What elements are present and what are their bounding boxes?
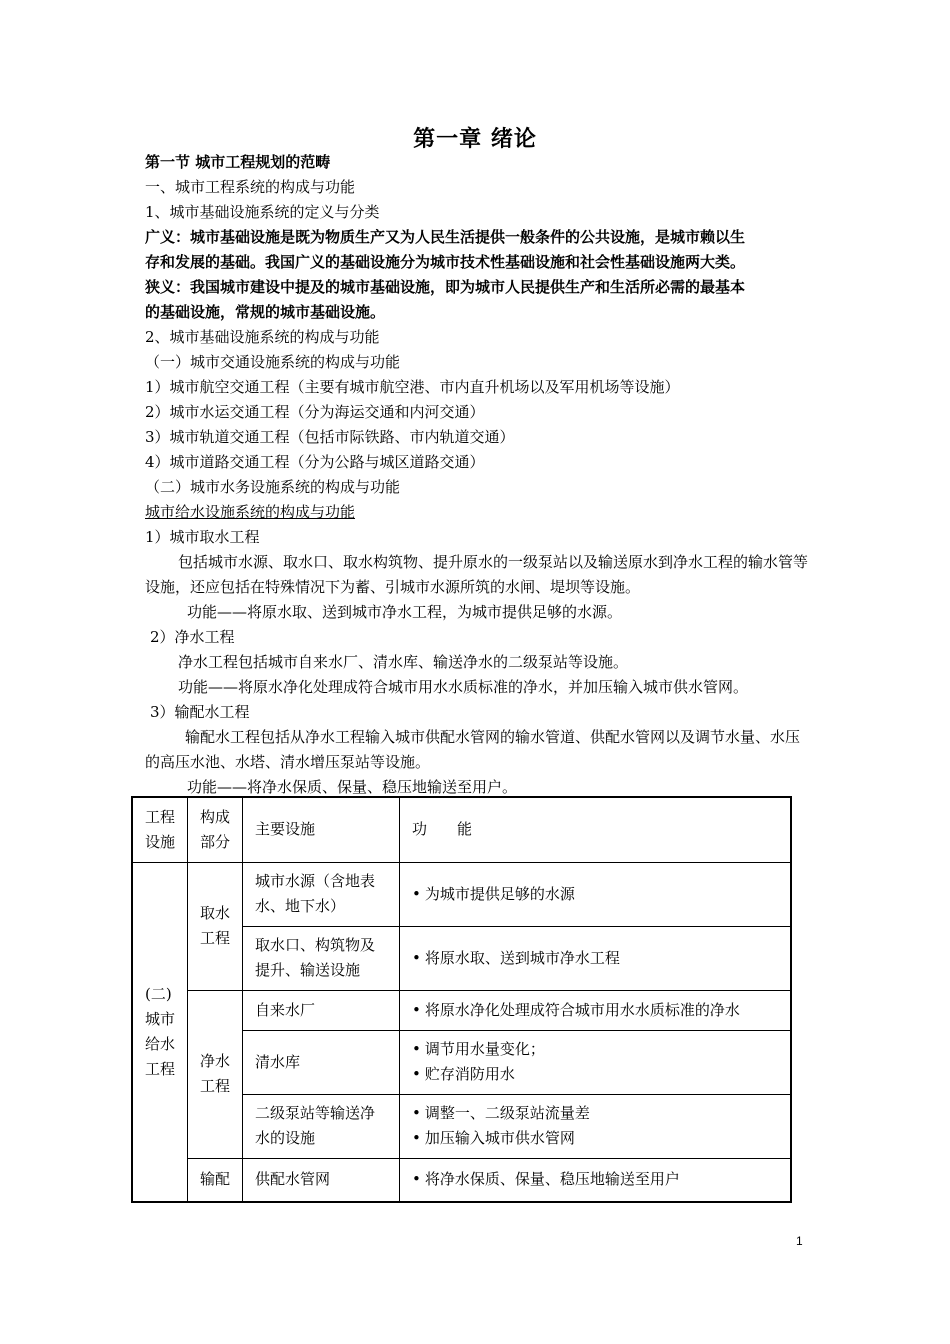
function-item: • 调节用水量变化；: [412, 1037, 778, 1062]
function-item: • 将净水保质、保量、稳压地输送至用户: [412, 1167, 778, 1192]
transport-item-3: 3）城市轨道交通工程（包括市际铁路、市内轨道交通）: [145, 428, 515, 446]
part-distribute: 输配: [188, 1158, 243, 1202]
facility-cell: 供配水管网: [243, 1158, 400, 1202]
water-item-1-title: 1）城市取水工程: [145, 528, 260, 546]
function-cell: [400, 926, 792, 990]
section-heading: 第一节 城市工程规划的范畴: [145, 153, 331, 171]
water-item-1-function: 功能——将原水取、送到城市净水工程，为城市提供足够的水源。: [187, 603, 623, 621]
facility-cell: 二级泵站等输送净水的设施: [243, 1094, 400, 1158]
page-number: 1: [796, 1234, 803, 1248]
heading-4: （一）城市交通设施系统的构成与功能: [145, 353, 401, 371]
function-item: • 调整一、二级泵站流量差: [412, 1101, 778, 1126]
function-item: • 加压输入城市供水管网: [412, 1126, 778, 1151]
heading-3: 2、城市基础设施系统的构成与功能: [145, 328, 380, 346]
chapter-title: 第一章 绪论: [413, 126, 537, 152]
function-cell: [400, 862, 792, 926]
function-item: • 贮存消防用水: [412, 1062, 778, 1087]
part-purify: 净水工程: [188, 990, 243, 1158]
header-facility: 主要设施: [243, 797, 400, 862]
facility-cell: 自来水厂: [243, 990, 400, 1030]
heading-2: 1、城市基础设施系统的定义与分类: [145, 203, 380, 221]
function-item: • 将原水取、送到城市净水工程: [412, 946, 778, 971]
header-engineering: 工程设施: [132, 797, 188, 862]
facility-cell: 清水库: [243, 1030, 400, 1094]
facility-cell: 取水口、构筑物及提升、输送设施: [243, 926, 400, 990]
function-item: • 为城市提供足够的水源: [412, 882, 778, 907]
part-intake: 取水工程: [188, 862, 243, 990]
function-cell: [400, 1158, 792, 1202]
function-item: • 将原水净化处理成符合城市用水水质标准的净水: [412, 998, 778, 1023]
water-item-2-function: 功能——将原水净化处理成符合城市用水水质标准的净水，并加压输入城市供水管网。: [178, 678, 749, 696]
transport-item-1: 1）城市航空交通工程（主要有城市航空港、市内直升机场以及军用机场等设施）: [145, 378, 680, 396]
narrow-definition-line-2: 的基础设施，常规的城市基础设施。: [145, 303, 386, 321]
water-item-3-body: 输配水工程包括从净水工程输入城市供配水管网的输水管道、供配水管网以及调节水量、水压的高压水池、水塔、清水增压泵站等设施。: [145, 728, 801, 771]
water-item-2-title: 2）净水工程: [150, 628, 235, 646]
function-cell: [400, 990, 792, 1030]
water-item-3-title: 3）输配水工程: [150, 703, 250, 721]
heading-6: 城市给水设施系统的构成与功能: [145, 503, 356, 521]
water-item-1-body: 包括城市水源、取水口、取水构筑物、提升原水的一级泵站以及输送原水到净水工程的输水管等设施，还应包括在特殊情况下为蓄、引城市水源所筑的水闸、堤坝等设施。: [145, 553, 809, 596]
broad-definition-line-2: 存和发展的基础。我国广义的基础设施分为城市技术性基础设施和社会性基础设施两大类。: [145, 253, 746, 271]
narrow-definition-line-1: 狭义：我国城市建设中提及的城市基础设施，即为城市人民提供生产和生活所必需的最基本: [145, 278, 746, 296]
heading-5: （二）城市水务设施系统的构成与功能: [145, 478, 401, 496]
water-item-3-function: 功能——将净水保质、保量、稳压地输送至用户。: [187, 778, 518, 796]
heading-1: 一、城市工程系统的构成与功能: [145, 178, 356, 196]
header-component: 构成部分: [188, 797, 243, 862]
transport-item-2: 2）城市水运交通工程（分为海运交通和内河交通）: [145, 403, 485, 421]
broad-definition-line-1: 广义：城市基础设施是既为物质生产又为人民生活提供一般条件的公共设施，是城市赖以生: [145, 228, 746, 246]
header-function: 功 能: [400, 797, 792, 862]
facility-cell: 城市水源（含地表水、地下水）: [243, 862, 400, 926]
group-cell: (二)城市给水工程: [132, 862, 188, 1202]
function-cell: [400, 1030, 792, 1094]
water-item-2-body: 净水工程包括城市自来水厂、清水库、输送净水的二级泵站等设施。: [178, 653, 629, 671]
function-cell: [400, 1094, 792, 1158]
water-supply-table: [131, 796, 792, 1203]
transport-item-4: 4）城市道路交通工程（分为公路与城区道路交通）: [145, 453, 485, 471]
